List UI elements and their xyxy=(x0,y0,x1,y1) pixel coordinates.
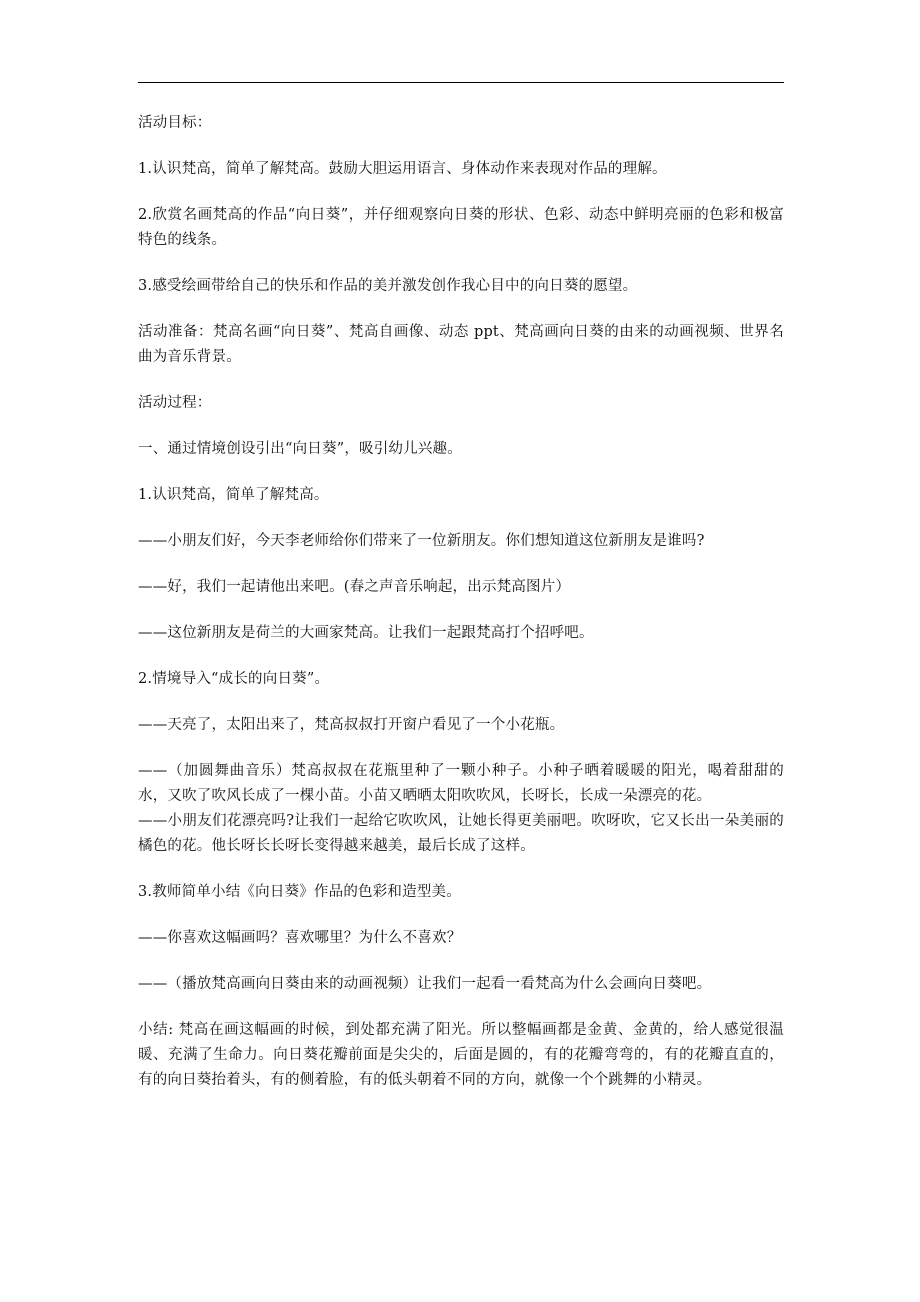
dialogue-line: ——（播放梵高画向日葵由来的动画视频）让我们一起看一看梵高为什么会画向日葵吧。 xyxy=(138,976,712,992)
process-step-heading-1: 一、通过情境创设引出“向日葵”，吸引幼儿兴趣。 xyxy=(138,441,462,457)
dialogue-group xyxy=(138,759,784,859)
dialogue-line: ——你喜欢这幅画吗？喜欢哪里？为什么不喜欢？ xyxy=(138,930,462,946)
dialogue-line: ——天亮了，太阳出来了，梵高叔叔打开窗户看见了一个小花瓶。 xyxy=(138,717,565,733)
dialogue-line: ——小朋友们花漂亮吗?让我们一起给它吹吹风，让她长得更美丽吧。吹呀吹，它又长出一朵美丽的橘色的花。他长呀长长呀长变得越来越美，最后长成了这样。 xyxy=(138,813,784,854)
dialogue-line: ——这位新朋友是荷兰的大画家梵高。让我们一起跟梵高打个招呼吧。 xyxy=(138,625,594,641)
subheading-summary-teacher: 3.教师简单小结《向日葵》作品的色彩和造型美。 xyxy=(138,884,461,900)
section-heading-process: 活动过程： xyxy=(138,395,212,411)
goal-item-3: 3.感受绘画带给自己的快乐和作品的美并激发创作我心目中的向日葵的愿望。 xyxy=(138,278,638,294)
subheading-know-vangogh: 1.认识梵高，简单了解梵高。 xyxy=(138,487,329,503)
preparation-paragraph: 活动准备：梵高名画“向日葵”、梵高自画像、动态 ppt、梵高画向日葵的由来的动画视频、世界名曲为音乐背景。 xyxy=(138,324,784,365)
dialogue-line: ——（加圆舞曲音乐）梵高叔叔在花瓶里种了一颗小种子。小种子晒着暖暖的阳光，喝着甜甜的水，又吹了吹风长成了一棵小苗。小苗又晒晒太阳吹吹风，长呀长，长成一朵漂亮的花。 xyxy=(138,763,784,804)
section-heading-goals: 活动目标： xyxy=(138,115,212,131)
document-body xyxy=(138,111,784,1114)
header-rule xyxy=(138,82,784,83)
dialogue-line: ——好，我们一起请他出来吧。(春之声音乐响起，出示梵高图片） xyxy=(138,579,571,595)
goal-item-2: 2.欣赏名画梵高的作品“向日葵”，并仔细观察向日葵的形状、色彩、动态中鲜明亮丽的色彩和极富特色的线条。 xyxy=(138,207,784,248)
dialogue-line: ——小朋友们好，今天李老师给你们带来了一位新朋友。你们想知道这位新朋友是谁吗? xyxy=(138,533,705,549)
subheading-growing-sunflower: 2.情境导入“成长的向日葵”。 xyxy=(138,671,330,687)
goal-item-1: 1.认识梵高，简单了解梵高。鼓励大胆运用语言、身体动作来表现对作品的理解。 xyxy=(138,161,667,177)
summary-paragraph: 小结: 梵高在画这幅画的时候，到处都充满了阳光。所以整幅画都是金黄、金黄的，给人感觉很温暖、充满了生命力。向日葵花瓣前面是尖尖的，后面是圆的，有的花瓣弯弯的，有的花瓣直直的，有的向日葵抬着头，有的侧着脸，有的低头朝着不同的方向，就像一个个跳舞的小精灵。 xyxy=(138,1022,784,1088)
